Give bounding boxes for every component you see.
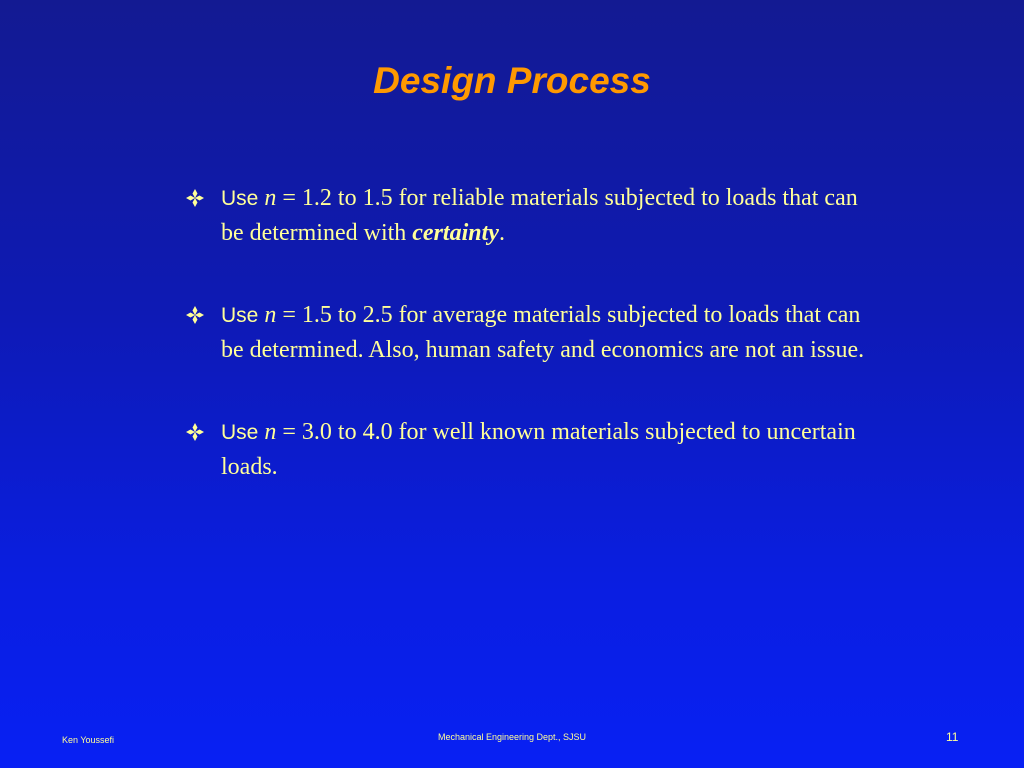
- bullet-item: [186, 181, 886, 250]
- diamond-quad-bullet-icon: [186, 306, 204, 324]
- diamond-quad-bullet-icon: [186, 423, 204, 441]
- bullet-item: [186, 415, 886, 484]
- emphasis-text: certainty: [412, 220, 499, 246]
- diamond-quad-bullet-icon: [186, 189, 204, 207]
- use-word: Use: [221, 421, 259, 444]
- bullet-text: = 3.0 to 4.0 for well known materials subjected to uncertain loads.: [221, 419, 856, 480]
- variable-n: n: [264, 419, 277, 445]
- bullet-list: [186, 181, 886, 532]
- page-number: 11: [946, 730, 959, 744]
- footer-department: Mechanical Engineering Dept., SJSU: [437, 732, 587, 742]
- footer-author: Ken Youssefi: [62, 735, 115, 745]
- use-word: Use: [221, 304, 259, 327]
- variable-n: n: [264, 302, 277, 328]
- variable-n: n: [264, 185, 277, 211]
- slide-title: Design Process: [373, 60, 651, 101]
- bullet-text: = 1.2 to 1.5 for reliable materials subjected to loads that can be determined with: [221, 185, 858, 246]
- bullet-suffix: .: [498, 220, 505, 246]
- bullet-item: [186, 298, 886, 367]
- use-word: Use: [221, 187, 259, 210]
- bullet-text: = 1.5 to 2.5 for average materials subjected to loads that can be determined. Also, human safety and economics are not an issue.: [221, 302, 865, 363]
